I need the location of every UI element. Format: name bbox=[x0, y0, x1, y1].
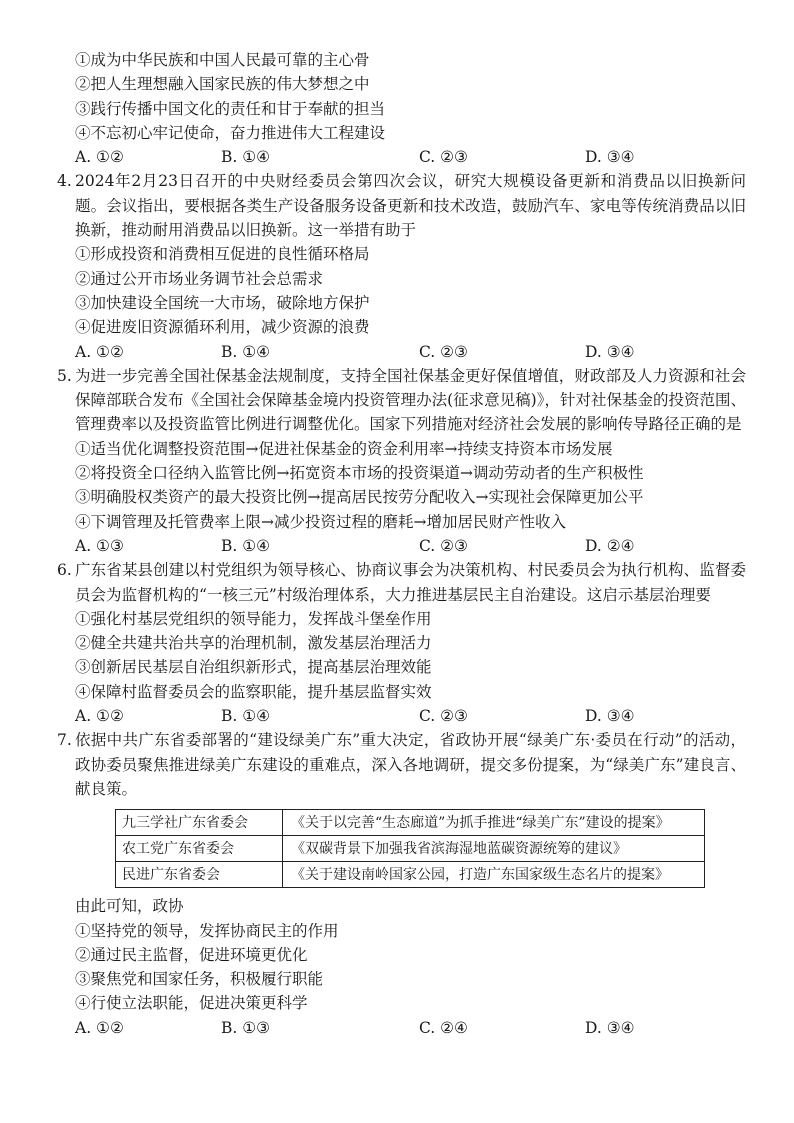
statement: ③明确股权类资产的最大投资比例→提高居民按劳分配收入→实现社会保障更加公平 bbox=[75, 488, 644, 507]
table-row bbox=[116, 862, 705, 888]
table-row bbox=[116, 810, 705, 836]
question-stem bbox=[57, 558, 746, 607]
answer-choices bbox=[62, 145, 746, 169]
proposal-table bbox=[115, 809, 705, 888]
question-number: 4. bbox=[57, 172, 72, 191]
choice-b[interactable]: B. ①④ bbox=[221, 707, 271, 726]
question-stem bbox=[57, 728, 746, 801]
statement: ②把人生理想融入国家民族的伟大梦想之中 bbox=[75, 75, 370, 94]
table-row bbox=[116, 836, 705, 862]
choice-d[interactable]: D. ②④ bbox=[585, 536, 635, 555]
statement: ①坚持党的领导，发挥协商民主的作用 bbox=[75, 921, 339, 940]
choice-a[interactable]: A. ①② bbox=[75, 148, 124, 167]
question-4 bbox=[57, 169, 746, 363]
statement: ④促进废旧资源循环利用，减少资源的浪费 bbox=[75, 318, 370, 337]
question-text: 广东省某县创建以村党组织为领导核心、协商议事会为决策机构、村民委员会为执行机构、监督委员会为监督机构的“一核三元”村级治理体系，大力推进基层民主自治建设。这启示基层治理要 bbox=[75, 561, 746, 604]
statement: ②通过民主监督，促进环境更优化 bbox=[75, 945, 308, 964]
table-cell-org: 九三学社广东省委会 bbox=[116, 810, 283, 836]
statement: ①成为中华民族和中国人民最可靠的主心骨 bbox=[75, 51, 370, 69]
question-stem bbox=[57, 169, 746, 242]
question-stem bbox=[57, 364, 746, 437]
choice-b[interactable]: B. ①③ bbox=[221, 1018, 271, 1037]
question-text: 为进一步完善全国社保基金法规制度，支持全国社保基金更好保值增值，财政部及人力资源和社会保障部联合发布《全国社会保障基金境内投资管理办法(征求意见稿)》，针对社保基金的投资范围、管理费率以及投资监管比例进行调整优化。国家下列措施对经济社会发展的影响传导路径正确的是 bbox=[75, 366, 746, 434]
statement: ③创新居民基层自治组织新形式，提高基层治理效能 bbox=[75, 658, 432, 677]
choice-d[interactable]: D. ③④ bbox=[585, 148, 635, 167]
statement: ④下调管理及托管费率上限→减少投资过程的磨耗→增加居民财产性收入 bbox=[75, 512, 566, 531]
statement: ③践行传播中国文化的责任和甘于奉献的担当 bbox=[75, 99, 386, 118]
statement: ③加快建设全国统一大市场，破除地方保护 bbox=[75, 293, 370, 312]
choice-d[interactable]: D. ③④ bbox=[585, 342, 635, 361]
proposal-table-wrap bbox=[62, 801, 746, 894]
question-number: 6. bbox=[57, 561, 72, 580]
choice-b[interactable]: B. ①④ bbox=[221, 342, 271, 361]
statement: ④行使立法职能，促进决策更科学 bbox=[75, 994, 308, 1013]
choice-c[interactable]: C. ②③ bbox=[419, 536, 468, 555]
choice-d[interactable]: D. ③④ bbox=[585, 707, 635, 726]
table-cell-title: 《关于建设南岭国家公园，打造广东国家级生态名片的提案》 bbox=[283, 862, 705, 888]
answer-choices bbox=[62, 340, 746, 364]
choice-c[interactable]: C. ②③ bbox=[419, 707, 468, 726]
statement: ④不忘初心牢记使命，奋力推进伟大工程建设 bbox=[75, 123, 386, 142]
choice-b[interactable]: B. ①④ bbox=[221, 536, 271, 555]
statement: ①适当优化调整投资范围→促进社保基金的资金利用率→持续支持资本市场发展 bbox=[75, 439, 613, 458]
choice-b[interactable]: B. ①④ bbox=[221, 148, 271, 167]
table-cell-title: 《关于以完善“生态廊道”为抓手推进“绿美广东”建设的提案》 bbox=[283, 810, 705, 836]
table-cell-org: 农工党广东省委会 bbox=[116, 836, 283, 862]
choice-d[interactable]: D. ③④ bbox=[585, 1018, 635, 1037]
question-text: 依据中共广东省委部署的“建设绿美广东”重大决定，省政协开展“绿美广东·委员在行动”的活动，政协委员聚焦推进绿美广东建设的重难点，深入各地调研，提交多份提案，为“绿美广东”建良言、献良策。 bbox=[75, 731, 746, 798]
statement: ②通过公开市场业务调节社会总需求 bbox=[75, 269, 324, 288]
choice-a[interactable]: A. ①② bbox=[75, 707, 124, 726]
choice-a[interactable]: A. ①② bbox=[75, 1018, 124, 1037]
question-7 bbox=[57, 728, 746, 1040]
choice-a[interactable]: A. ①③ bbox=[75, 536, 124, 555]
choice-c[interactable]: C. ②④ bbox=[419, 1018, 468, 1037]
table-cell-title: 《双碳背景下加强我省滨海湿地蓝碳资源统筹的建议》 bbox=[283, 836, 705, 862]
answer-choices bbox=[62, 534, 746, 558]
choice-a[interactable]: A. ①② bbox=[75, 342, 124, 361]
answer-choices bbox=[62, 1016, 746, 1040]
choice-c[interactable]: C. ②③ bbox=[419, 342, 468, 361]
question-5 bbox=[57, 364, 746, 558]
answer-choices bbox=[62, 704, 746, 728]
statement: ④保障村监督委员会的监察职能，提升基层监督实效 bbox=[75, 682, 432, 701]
question-number: 5. bbox=[57, 366, 72, 385]
question-3 bbox=[62, 48, 746, 169]
statement: ②健全共建共治共享的治理机制，激发基层治理活力 bbox=[75, 634, 432, 653]
question-6 bbox=[57, 558, 746, 728]
question-number: 7. bbox=[57, 731, 72, 750]
statement: ③聚焦党和国家任务，积极履行职能 bbox=[75, 970, 324, 989]
question-lead: 由此可知，政协 bbox=[75, 897, 184, 916]
table-cell-org: 民进广东省委会 bbox=[116, 862, 283, 888]
question-text: 2024年2月23日召开的中央财经委员会第四次会议，研究大规模设备更新和消费品以旧换新问题。会议指出，要根据各类生产设备服务设备更新和技术改造，鼓励汽车、家电等传统消费品以旧换新，推动耐用消费品以旧换新。这一举措有助于 bbox=[75, 172, 746, 240]
statement: ①强化村基层党组织的领导能力，发挥战斗堡垒作用 bbox=[75, 609, 432, 628]
statement: ②将投资全口径纳入监管比例→拓宽资本市场的投资渠道→调动劳动者的生产积极性 bbox=[75, 464, 644, 483]
choice-c[interactable]: C. ②③ bbox=[419, 148, 468, 167]
statement: ①形成投资和消费相互促进的良性循环格局 bbox=[75, 245, 370, 264]
